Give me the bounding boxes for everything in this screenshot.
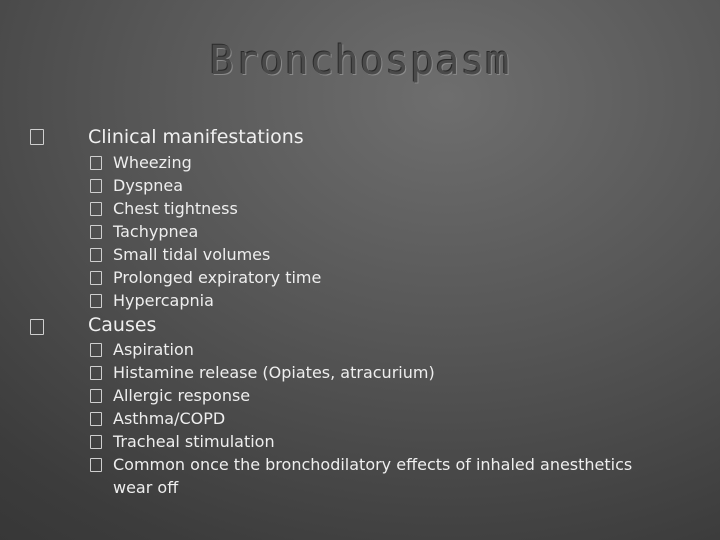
bullet-marker-icon bbox=[90, 179, 102, 193]
list-item: Aspiration bbox=[113, 340, 194, 359]
list-item: Chest tightness bbox=[113, 199, 238, 218]
list-item: Hypercapnia bbox=[113, 291, 214, 310]
bullet-marker-icon bbox=[90, 435, 102, 449]
bullet-marker-icon bbox=[90, 156, 102, 170]
section-heading-clinical-manifestations: Clinical manifestations bbox=[88, 126, 304, 148]
bullet-marker-icon bbox=[90, 248, 102, 262]
bullet-marker-icon bbox=[90, 412, 102, 426]
bullet-marker-icon bbox=[90, 458, 102, 472]
list-item: Tachypnea bbox=[113, 222, 199, 241]
section-heading-causes: Causes bbox=[88, 314, 157, 336]
bullet-marker-icon bbox=[90, 271, 102, 285]
list-item: Asthma/COPD bbox=[113, 409, 226, 428]
bullet-marker-icon bbox=[30, 129, 44, 145]
list-item: Allergic response bbox=[113, 386, 251, 405]
bullet-marker-icon bbox=[90, 294, 102, 308]
slide-title: Bronchospasm bbox=[209, 38, 511, 84]
bullet-marker-icon bbox=[90, 343, 102, 357]
bullet-marker-icon bbox=[30, 319, 44, 335]
list-item: Wheezing bbox=[113, 153, 192, 172]
bullet-marker-icon bbox=[90, 225, 102, 239]
list-item: Prolonged expiratory time bbox=[113, 268, 322, 287]
list-item: Common once the bronchodilatory effects of inhaled anesthetics wear off bbox=[113, 455, 633, 497]
list-item: Small tidal volumes bbox=[113, 245, 271, 264]
bullet-marker-icon bbox=[90, 202, 102, 216]
list-item: Tracheal stimulation bbox=[113, 432, 275, 451]
bullet-marker-icon bbox=[90, 389, 102, 403]
bullet-marker-icon bbox=[90, 366, 102, 380]
list-item: Histamine release (Opiates, atracurium) bbox=[113, 363, 435, 382]
list-item: Dyspnea bbox=[113, 176, 184, 195]
